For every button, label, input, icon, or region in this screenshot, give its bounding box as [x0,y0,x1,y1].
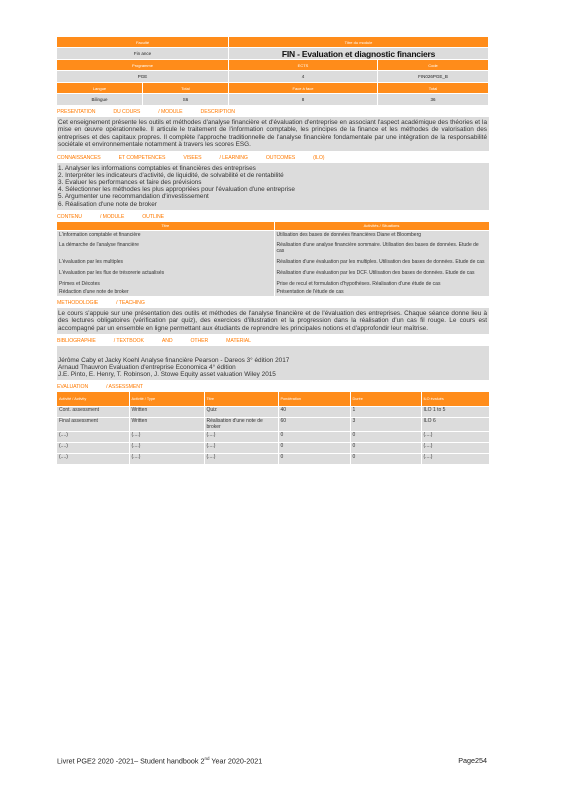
header-label: Faculté [57,37,229,47]
page-footer [57,756,487,765]
list-item: Jérôme Caby et Jacky Koehl Analyse financière Pearson - Dareos 3° édition 2017 [58,357,290,365]
table-row: Rédaction d'une note de broker Présentation de l'étude de cas [57,288,489,296]
presentation-heading: PRESENTATION DU COURS / MODULE DESCRIPTION [57,109,235,115]
header-row-2-labels [57,60,489,70]
table-row: L'information comptable et financière Utilisation des bases de données financières Diane et Bloomberg [57,231,489,239]
header-row-3-values [57,94,489,105]
column-header: Activité / Activity [57,392,129,406]
header-row-1-labels [57,37,489,47]
table-row: Final assessment Written Réalisation d'une note de broker 60 3 ILO 6 [57,418,489,431]
column-header: Activités / Situations [274,222,489,230]
contenu-heading: CONTENU / MODULE OUTLINE [57,213,165,220]
table-row: Primes et Décotes Prise de recul et formulation d'hypothèses. Réalisation d'une étude de cas [57,277,489,288]
column-header: ILO évalués [421,392,489,406]
list-item: 4. Sélectionner les méthodes les plus appropriées pour l'évaluation d'une entreprise [58,186,295,194]
total-hours-value: 36 [378,94,489,105]
contact-hours-value: 8 [229,94,378,105]
semester-value: S6 [143,94,229,105]
list-item: 1. Analyser les informations comptables et financières des entreprises [58,164,256,172]
evaluation-heading: EVALUATION / ASSESSMENT [57,384,143,391]
list-item: 2. Interpréter les indicateurs d'activité, de liquidité, de solvabilité et de rentabilité [58,171,284,179]
outline-table [57,222,490,296]
header-label: Titre du module [229,37,489,47]
faculty-value: Fin ance [57,48,229,59]
column-header: Activité / Type [129,392,204,406]
program-value: PGE [57,71,229,82]
list-item: 3. Evaluer les performances et faire des prévisions [58,179,202,187]
column-header: Titre [204,392,278,406]
header-label: Code [378,60,489,70]
header-row-1-values [57,48,489,59]
list-item: Arnaud Thauvron Evaluation d'entreprise Economica 4° édition [58,363,236,371]
header-label: ECTS [229,60,378,70]
list-item: J.E. Pinto, E. Henry, T. Robinson, J. Stowe Equity asset valuation Wiley 2015 [58,370,276,378]
header-row-3-labels [57,83,489,93]
methodologie-text: Le cours s'appuie sur une présentation des outils et méthodes de l'analyse financière et de l'évaluation des entreprises. Chaque séance donne lieu à des lectures obligatoires (vérification par quiz), des exercices d'illustration et la progression dans la réalisation d'un cas fil rouge. Le cours est accompagné par un ensemble en ligne permettant aux étudiants de reprendre les principales notions et d'approfondir leur maîtrise. [57,308,489,334]
assessment-table [57,392,490,464]
ects-value: 4 [229,71,378,82]
table-row: (....) (....) (....) 0 0 (....) [57,454,489,464]
bibliographie-heading: BIBLIOGRAPHIE / TEXTBOOK AND OTHER MATERIAL [57,338,251,345]
table-header-row [57,222,489,230]
presentation-text: Cet enseignement présente les outils et méthodes d'analyse financière et d'évaluation d'entreprise en associant l'aspect académique des théories et la mise en œuvre opérationnelle. Il articule le traitement de l'information comptable, les principes de la finance et les méthodes de valorisation des entreprises et des capitaux propres. Il complète l'approche traditionnelle de l'analyse financière fondamentale par une intégration de la responsabilité sociétale et environnementale notamment à travers les scores ESG. [57,117,489,151]
table-row: L'évaluation par les multiples Réalisation d'une évaluation par les multiples. Utilisation des bases de données. Etude de cas [57,255,489,266]
module-code-value: FIN026PGE_B [378,71,489,82]
table-row: L'évaluation par les flux de trésorerie actualisés Réalisation d'une évaluation par les DCF. Utilisation des bases de données. Etude de cas [57,266,489,277]
table-row: La démarche de l'analyse financière Réalisation d'une analyse financière sommaire. Utilisation des bases de données. Etude de cas [57,239,489,255]
table-header-row [57,392,489,406]
learning-outcomes-list [57,163,489,210]
list-item: 6. Réalisation d'une note de broker [58,200,157,208]
page-number: Page254 [458,756,487,765]
footer-handbook-title: Livret PGE2 2020 -2021– Student handbook 2nd Year 2020-2021 [57,756,263,766]
header-row-2-values [57,71,489,82]
module-sheet [57,37,489,464]
module-title: FIN - Evaluation et diagnostic financiers [229,48,489,59]
header-label: Total [378,83,489,93]
header-label: Total [143,83,229,93]
header-label: Face à face [229,83,378,93]
header-label: Programme [57,60,229,70]
table-row: (....) (....) (....) 0 0 (....) [57,443,489,453]
list-item: 5. Argumenter une recommandation d'investissement [58,193,209,201]
column-header: Pondération [278,392,350,406]
language-value: Bilingue [57,94,143,105]
methodologie-heading: METHODOLOGIE / TEACHING [57,299,145,306]
competences-heading: CONNAISSANCES ET COMPETENCES VISEES / LEARNING OUTCOMES (ILO) [57,154,325,161]
table-row: (....) (....) (....) 0 0 (....) [57,432,489,442]
table-row: Cont. assessment Written Quiz 40 1 ILO 1 to 5 [57,407,489,417]
column-header: Durée [350,392,421,406]
header-label: Langue [57,83,143,93]
bibliography-list [57,346,489,380]
column-header: Titre [57,222,274,230]
